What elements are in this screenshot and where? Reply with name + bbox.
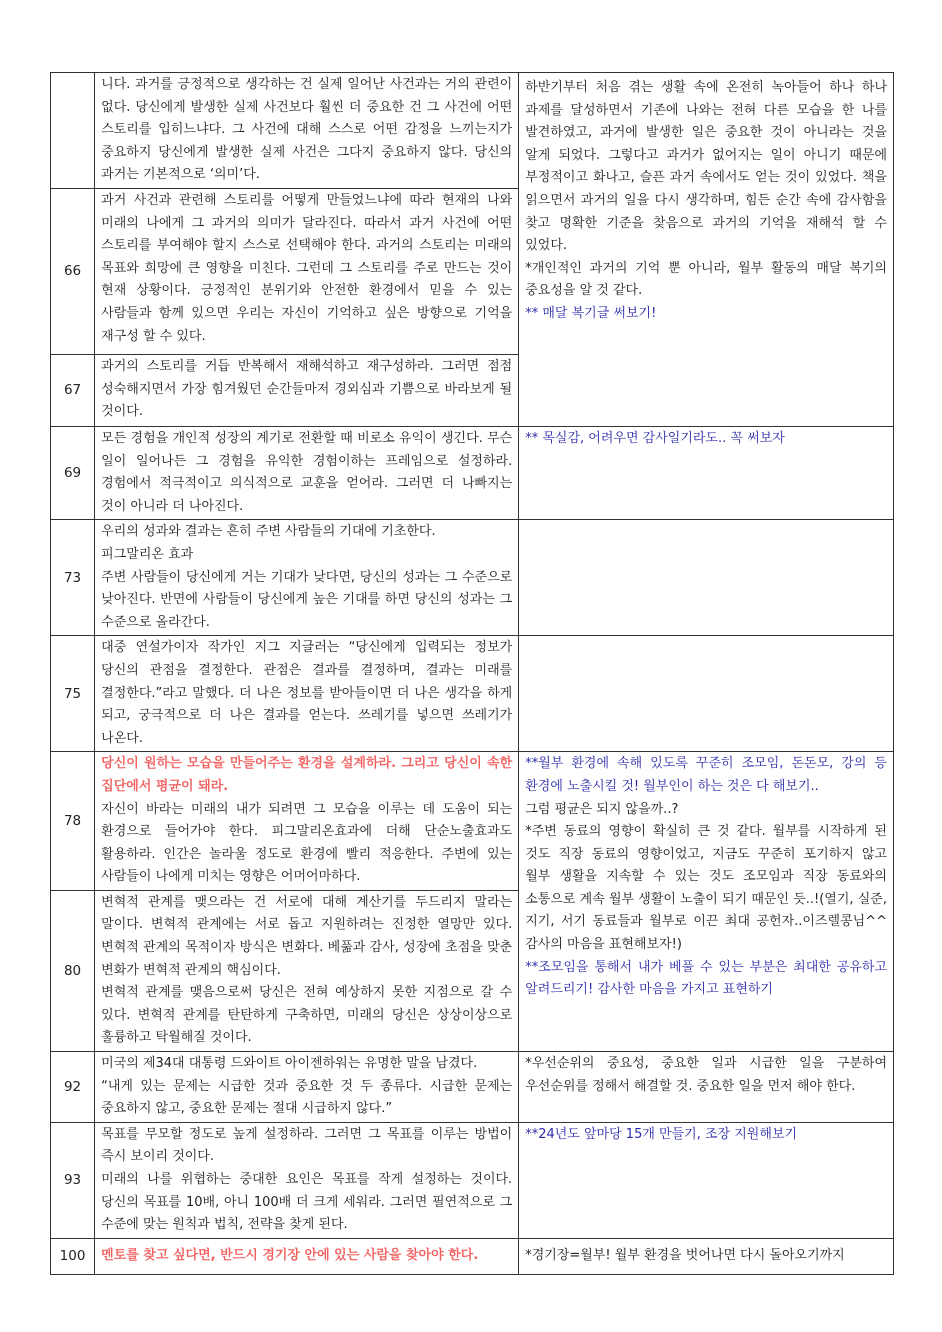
note-paragraph: 그럼 평균은 되지 않을까..?: [525, 801, 679, 817]
page-number: [51, 73, 95, 189]
note-paragraph: *경기장=월부! 월부 환경을 벗어나면 다시 돌아오기까지: [525, 1247, 845, 1263]
quote-text: [95, 73, 519, 189]
quote-text: [95, 354, 519, 426]
note-cell: [519, 426, 894, 519]
note-cell: [519, 1052, 894, 1123]
page-number: 100: [51, 1238, 95, 1274]
quote-text: [95, 752, 519, 891]
quote-paragraph: “내게 있는 문제는 시급한 것과 중요한 것 두 종류다. 시급한 문제는 중요하지 않고, 중요한 문제는 절대 시급하지 않다.”: [101, 1078, 513, 1117]
note-paragraph: *우선순위의 중요성, 중요한 일과 시급한 일을 구분하여 우선순위를 정해서 해결할 것. 중요한 일을 먼저 해야 한다.: [525, 1056, 887, 1094]
quote-paragraph: 피그말리온 효과: [101, 546, 194, 562]
page-number: 78: [51, 752, 95, 891]
page-number: 92: [51, 1052, 95, 1123]
note-highlight: **조모임을 통해서 내가 베풀 수 있는 부분은 최대한 공유하고 알려드리기! 감사한 마음을 가지고 표현하기: [525, 959, 887, 998]
table-row: [51, 1052, 894, 1123]
note-cell: [519, 520, 894, 636]
note-paragraph: 하반기부터 처음 겪는 생활 속에 온전히 녹아들어 하나 하나 과제를 달성하면서 기존에 나와는 전혀 다른 모습을 한 나를 발견하였고, 과거에 발생한 일은 중요한 것이 아니라는 것을 알게 되었다. 그렇다고 과거가 없어지는 일이 아니기 때문에 부정적이고 화나고, 슬픈 과거 속에서도 얻는 것이 있었다. 책을 읽으면서 과거의 일을 다시 생각하며, 힘든 순간 속에 감사함을 찾고 명확한 기준을 찾음으로 과거의 기억을 재해석 할 수 있었다.: [525, 80, 887, 254]
page-number: 73: [51, 520, 95, 636]
quote-paragraph: 과거의 스토리를 거듭 반복해서 재해석하고 재구성하라. 그러면 점점 성숙해지면서 가장 힘겨웠던 순간들마저 경외심과 기쁨으로 바라보게 될 것이다.: [101, 358, 513, 420]
note-cell: [519, 752, 894, 1052]
table-row: [51, 426, 894, 519]
note-cell: [519, 73, 894, 427]
note-paragraph: *주변 동료의 영향이 확실히 큰 것 같다. 월부를 시작하게 된 것도 직장 동료의 영향이었고, 지금도 꾸준히 포기하지 않고 월부 생활을 지속할 수 있는 것도 조모임과 직장 동료와의 소통으로 계속 월부 생활이 노출이 되기 때문인 듯..!(열기, 실준, 지기, 서기 동료들과 월부로 이끈 최대 공헌자..이즈렐콩님^^ 감사의 마음을 표현해보자!): [525, 824, 887, 953]
page-number: 80: [51, 890, 95, 1051]
quote-paragraph: 목표를 무모할 정도로 높게 설정하라. 그러면 그 목표를 이루는 방법이 즉시 보이리 것이다.: [101, 1126, 513, 1165]
quote-paragraph: 변혁적 관계를 맺으라는 건 서로에 대해 계산기를 두드리지 말라는 말이다. 변혁적 관계에는 서로 돕고 지원하려는 진정한 열망만 있다. 변혁적 관계의 목적이자 방식은 변화다. 베풂과 감사, 성장에 초점을 맞춘 변화가 변혁적 관계의 핵심이다.: [101, 894, 513, 978]
quote-highlight: 당신이 원하는 모습을 만들어주는 환경을 설계하라. 그리고 당신이 속한 집단에서 평균이 돼라.: [101, 756, 513, 794]
note-cell: [519, 1238, 894, 1274]
page-number: 67: [51, 354, 95, 426]
quote-text: [95, 188, 519, 354]
quote-paragraph: 니다. 과거를 긍정적으로 생각하는 건 실제 일어난 사건과는 거의 관련이 없다. 당신에게 발생한 실제 사건보다 훨씬 더 중요한 건 그 사건에 어떤 스토리를 입히느냐다. 그 사건에 대해 스스로 어떤 감정을 느끼는지가 중요하지 당신에게 발생한 실제 사건은 그다지 중요하지 않다. 당신의 과거는 기본적으로 ‘의미’다.: [101, 77, 513, 183]
quote-text: [95, 426, 519, 519]
table-row: [51, 1122, 894, 1238]
quote-paragraph: 미래의 나를 위협하는 중대한 요인은 목표를 작게 설정하는 것이다. 당신의 목표를 10배, 아니 100배 더 크게 세워라. 그러면 필연적으로 그 수준에 맞는 원칙과 법칙, 전략을 찾게 된다.: [101, 1172, 513, 1233]
book-notes-table: [50, 72, 894, 1275]
quote-paragraph: 주변 사람들이 당신에게 거는 기대가 낮다면, 당신의 성과는 그 수준으로 낮아진다. 반면에 사람들이 당신에게 높은 기대를 하면 당신의 성과는 그 수준으로 올라간다.: [101, 569, 513, 630]
note-cell: [519, 636, 894, 752]
quote-text: [95, 890, 519, 1051]
quote-text: [95, 1052, 519, 1123]
table-row: [51, 1238, 894, 1274]
page-number: 93: [51, 1122, 95, 1238]
quote-text: [95, 1238, 519, 1274]
quote-paragraph: 자신이 바라는 미래의 내가 되려면 그 모습을 이루는 데 도움이 되는 환경으로 들어가야 한다. 피그말리온효과에 더해 단순노출효과도 활용하라. 인간은 놀라울 정도로 환경에 빨리 적응한다. 주변에 있는 사람들이 나에게 미치는 영향은 어머어마하다.: [101, 801, 513, 885]
note-highlight: ** 매달 복기글 써보기!: [525, 305, 657, 321]
note-cell: [519, 1122, 894, 1238]
note-paragraph: *개인적인 과거의 기억 뿐 아니라, 월부 활동의 매달 복기의 중요성을 알 것 같다.: [525, 260, 887, 299]
note-highlight: **24년도 앞마당 15개 만들기, 조장 지원해보기: [525, 1126, 798, 1142]
quote-text: [95, 636, 519, 752]
page-number: 66: [51, 188, 95, 354]
quote-highlight: 멘토를 찾고 싶다면, 반드시 경기장 안에 있는 사람을 찾아야 한다.: [101, 1247, 479, 1263]
table-row: [51, 520, 894, 636]
quote-paragraph: 미국의 제34대 대통령 드와이트 아이젠하워는 유명한 말을 남겼다.: [101, 1056, 478, 1072]
table-row: [51, 73, 894, 189]
note-highlight: ** 목실감, 어려우면 감사일기라도.. 꼭 써보자: [525, 430, 785, 446]
page-number: 69: [51, 426, 95, 519]
quote-text: [95, 520, 519, 636]
page-number: 75: [51, 636, 95, 752]
quote-paragraph: 과거 사건과 관련해 스토리를 어떻게 만들었느냐에 따라 현재의 나와 미래의 나에게 그 과거의 의미가 달라진다. 따라서 과거 사건에 어떤 스토리를 부여해야 할지 스스로 선택해야 한다. 과거의 스토리는 미래의 목표와 희망에 큰 영향을 미친다. 그런데 그 스토리를 주로 만드는 것이 현재 상황이다. 긍정적인 분위기와 안전한 환경에서 믿을 수 있는 사람들과 함께 있으면 우리는 자신이 기억하고 싶은 방향으로 기억을 재구성 할 수 있다.: [101, 192, 513, 344]
quote-paragraph: 모든 경험을 개인적 성장의 계기로 전환할 때 비로소 유익이 생긴다. 무슨 일이 일어나든 그 경험을 유익한 경험이하는 프레임으로 설정하라. 경험에서 적극적이고 의식적으로 교훈을 얻어라. 그러면 더 나빠지는 것이 아니라 더 나아진다.: [101, 430, 513, 514]
note-highlight: **월부 환경에 속해 있도록 꾸준히 조모임, 돈돈모, 강의 등 환경에 노출시킬 것! 월부인이 하는 것은 다 해보기..: [525, 756, 887, 794]
quote-paragraph: 변혁적 관계를 맺음으로써 당신은 전혀 예상하지 못한 지점으로 갈 수 있다. 변혁적 관계를 탄탄하게 구축하면, 미래의 당신은 상상이상으로 훌륭하고 탁월해질 것이다.: [101, 985, 513, 1046]
table-row: [51, 752, 894, 891]
quote-paragraph: 우리의 성과와 결과는 흔히 주변 사람들의 기대에 기초한다.: [101, 524, 436, 540]
quote-text: [95, 1122, 519, 1238]
quote-paragraph: 대중 연설가이자 작가인 지그 지글러는 “당신에게 입력되는 정보가 당신의 관점을 결정한다. 관점은 결과를 결정하며, 결과는 미래를 결정한다.”라고 말했다. 더 나은 정보를 받아들이면 더 나은 생각을 하게 되고, 궁극적으로 더 나은 결과를 얻는다. 쓰레기를 넣으면 쓰레기가 나온다.: [101, 640, 513, 746]
table-row: [51, 636, 894, 752]
